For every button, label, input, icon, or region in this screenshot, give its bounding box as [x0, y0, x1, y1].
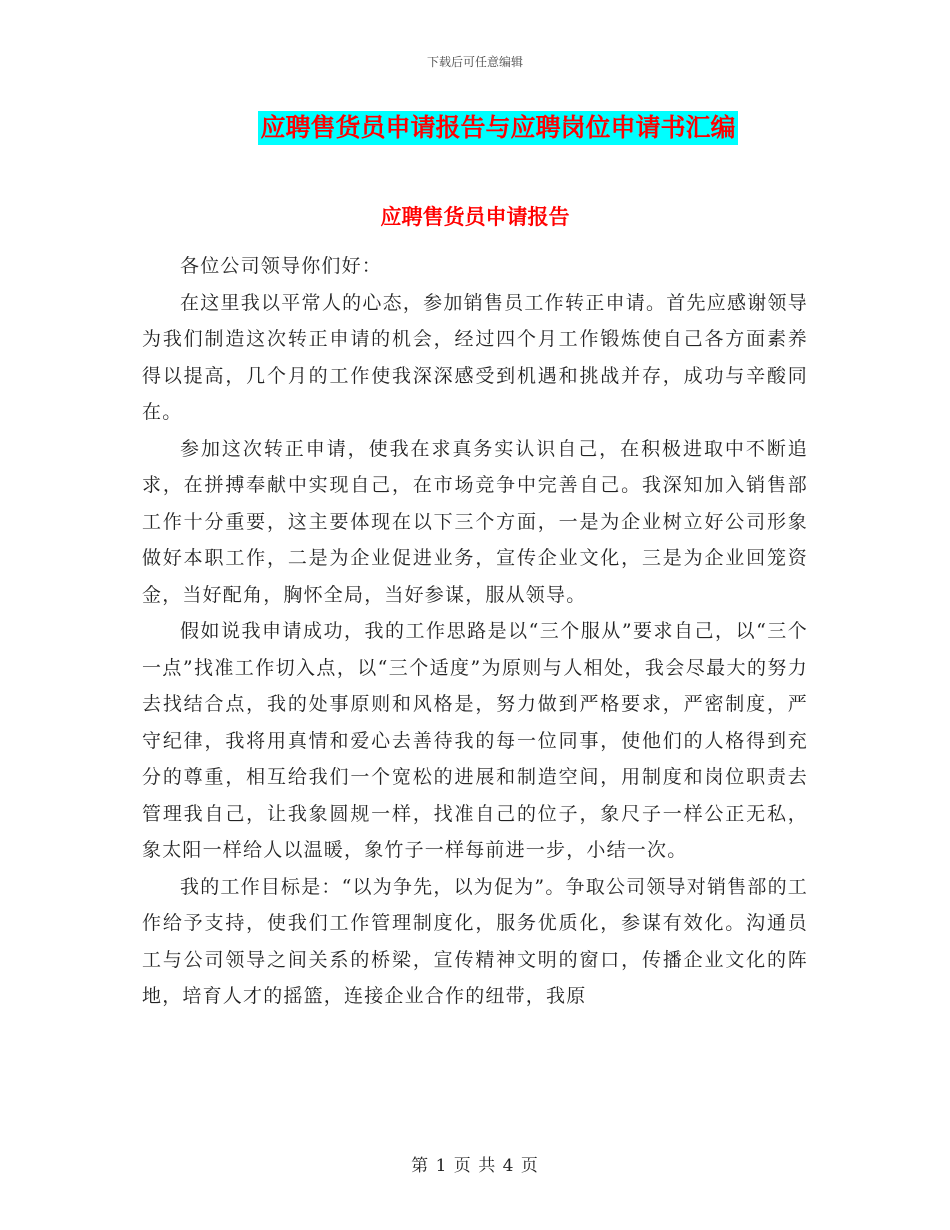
- document-main-title: 应聘售货员申请报告与应聘岗位申请书汇编: [258, 111, 737, 145]
- page-header-note: 下载后可任意编辑: [426, 55, 523, 69]
- body-paragraph: 参加这次转正申请，使我在求真务实认识自己，在积极进取中不断追求，在拼搏奉献中实现自己，在市场竞争中完善自己。我深知加入销售部工作十分重要，这主要体现在以下三个方面，一是为企业树立好公司形象做好本职工作，二是为企业促进业务，宣传企业文化，三是为企业回笼资金，当好配角，胸怀全局，当好参谋，服从领导。: [142, 437, 808, 606]
- main-title-container: [0, 111, 950, 145]
- section-title: 应聘售货员申请报告: [380, 205, 570, 229]
- page-number-footer: 第 1 页 共 4 页: [411, 1156, 539, 1176]
- document-body: [142, 248, 808, 1015]
- body-paragraph: 我的工作目标是：“以为争先，以为促为”。争取公司领导对销售部的工作给予支持，使我们工作管理制度化，服务优质化，参谋有效化。沟通员工与公司领导之间关系的桥梁，宣传精神文明的窗口，传播企业文化的阵地，培育人才的摇篮，连接企业合作的纽带，我原: [142, 875, 808, 1007]
- body-paragraph: 假如说我申请成功，我的工作思路是以“三个服从”要求自己，以“三个一点”找准工作切入点，以“三个适度”为原则与人相处，我会尽最大的努力去找结合点，我的处事原则和风格是，努力做到严格要求，严密制度，严守纪律，我将用真情和爱心去善待我的每一位同事，使他们的人格得到充分的尊重，相互给我们一个宽松的进展和制造空间，用制度和岗位职责去管理我自己，让我象圆规一样，找准自己的位子，象尺子一样公正无私，象太阳一样给人以温暖，象竹子一样每前进一步，小结一次。: [142, 620, 808, 861]
- salutation-paragraph: 各位公司领导你们好：: [180, 255, 383, 277]
- body-paragraph: 在这里我以平常人的心态，参加销售员工作转正申请。首先应感谢领导为我们制造这次转正申请的机会，经过四个月工作锻炼使自己各方面素养得以提高，几个月的工作使我深深感受到机遇和挑战并存，成功与辛酸同在。: [142, 291, 808, 423]
